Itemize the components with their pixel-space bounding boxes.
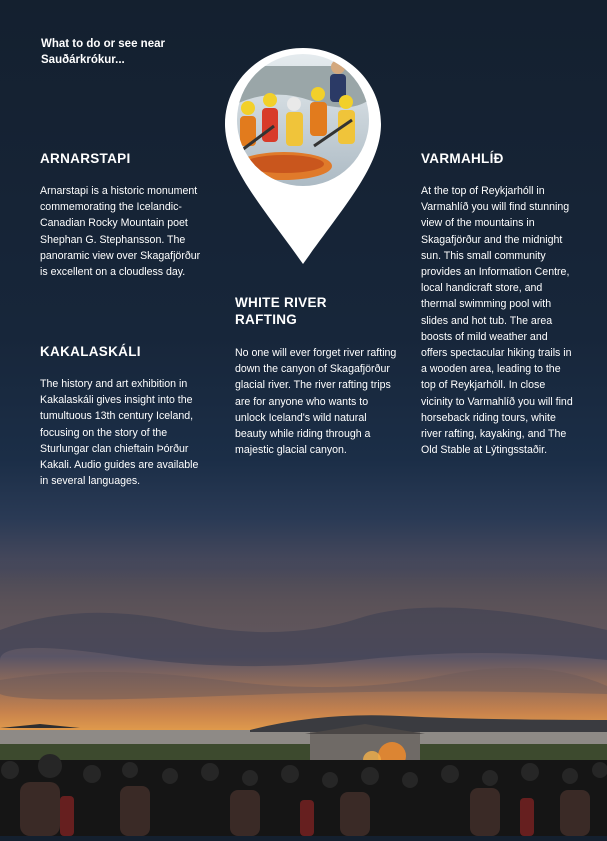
text-white-river-rafting: No one will ever forget river rafting down the canyon of Skagafjörður glacial river. The river rafting trips are for anyone who wants to unlock Iceland's wild natural beauty while riding through a majestic glacial canyon. <box>235 347 397 457</box>
heading-varmahlid: VARMAHLÍÐ <box>421 151 504 166</box>
heading-kakalaskali: KAKALASKÁLI <box>40 344 141 359</box>
map-pin-icon <box>222 46 384 266</box>
heading-arnarstapi: ARNARSTAPI <box>40 151 131 166</box>
text-kakalaskali: The history and art exhibition in Kakalaskáli gives insight into the tumultuous 13th century Iceland, focusing on the story of the Sturlungar clan chieftain Þórður Kakali. Audio guides are available in several languages. <box>40 378 199 488</box>
text-varmahlid: At the top of Reykjarhóll in Varmahlíð you will find stunning view of the mountains in Skagafjörður and the midnight sun. This small community provides an Information Centre, local handicraft store, and thermal swimming pool with slides and hot tub. The area boosts of mild weather and offers spectacular hiking trails in a wooden area, leading to the top of Reykjarhóll. In close vicinity to Varmahlíð you will find horseback riding tours, white river rafting, kayaking, and The Old Stable at Lýtingsstaðir. <box>421 185 573 457</box>
sunset-scene <box>0 560 607 836</box>
sunset-festival-photo <box>0 560 607 836</box>
rafting-photo-pin <box>222 46 384 266</box>
heading-white-river-rafting: WHITE RIVER RAFTING <box>235 295 327 327</box>
intro-kicker: What to do or see near Sauðárkrókur... <box>41 38 165 66</box>
text-arnarstapi: Arnarstapi is a historic monument commemorating the Icelandic-Canadian Rocky Mountain poet Shephan G. Stephansson. The panoramic view over Skagafjörður is excellent on a cloudless day. <box>40 185 201 279</box>
